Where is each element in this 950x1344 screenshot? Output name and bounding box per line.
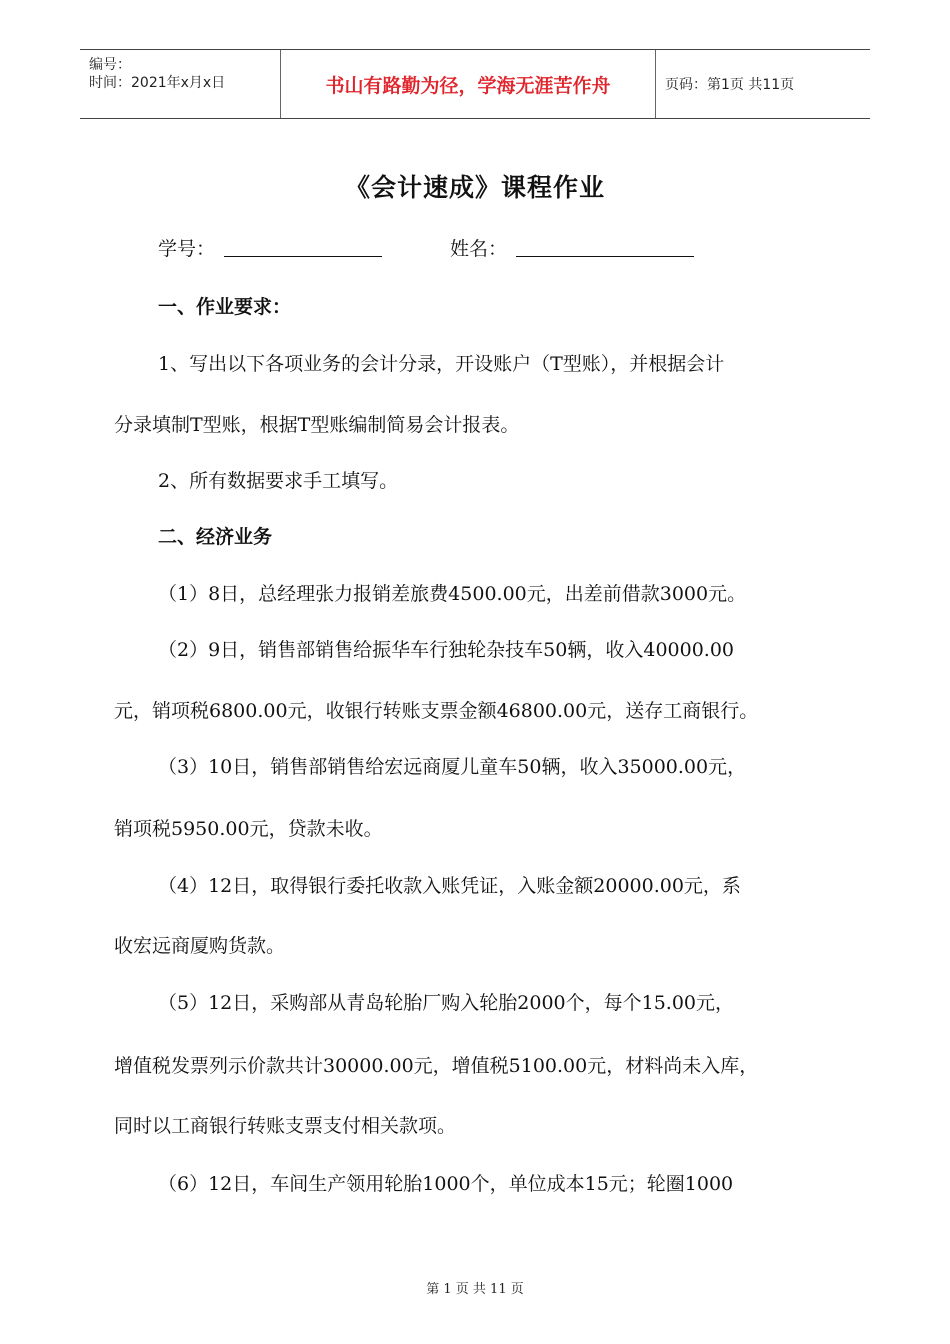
item-4-line-2: 收宏远商厦购货款。 [114,935,286,957]
page-footer: 第 1 页 共 11 页 [426,1282,524,1297]
requirement-1-line-2: 分录填制T型账，根据T型账编制简易会计报表。 [114,414,520,436]
item-5-line-2: 增值税发票列示价款共计30000.00元，增值税5100.00元，材料尚未入库， [114,1055,759,1077]
student-id-label: 学号： [158,238,216,260]
page-info: 页码：第1页 共11页 [665,77,795,93]
requirement-2: 2、所有数据要求手工填写。 [158,470,399,492]
item-5-line-3: 同时以工商银行转账支票支付相关款项。 [114,1115,457,1137]
header-table [80,49,870,119]
item-2-line-2: 元，销项税6800.00元，收银行转账支票金额46800.00元，送存工商银行。 [114,700,759,722]
header-motto-cell [280,50,656,118]
name-label: 姓名： [450,238,508,260]
item-1: （1）8日，总经理张力报销差旅费4500.00元，出差前借款3000元。 [158,583,747,605]
header-page-cell [655,50,870,118]
requirement-1-line-1: 1、写出以下各项业务的会计分录，开设账户（T型账），并根据会计 [158,353,725,375]
serial-label: 编号： [89,57,131,73]
item-2-line-1: （2）9日，销售部销售给振华车行独轮杂技车50辆，收入40000.00 [158,639,735,661]
item-3-line-2: 销项税5950.00元，贷款未收。 [114,818,383,840]
header-left-cell [80,50,280,118]
item-4-line-1: （4）12日，取得银行委托收款入账凭证，入账金额20000.00元，系 [158,875,741,897]
section2-heading: 二、经济业务 [158,526,273,548]
document-title: 《会计速成》课程作业 [344,173,605,202]
motto: 书山有路勤为径，学海无涯苦作舟 [325,74,611,97]
item-3-line-1: （3）10日，销售部销售给宏远商厦儿童车50辆，收入35000.00元， [158,756,747,778]
student-id-blank[interactable] [224,256,382,257]
name-blank[interactable] [516,256,694,257]
time-label: 时间：2021年x月x日 [89,75,226,91]
section1-heading: 一、作业要求： [158,296,292,318]
item-6-line-1: （6）12日，车间生产领用轮胎1000个，单位成本15元；轮圈1000 [158,1173,734,1195]
item-5-line-1: （5）12日，采购部从青岛轮胎厂购入轮胎2000个，每个15.00元， [158,992,735,1014]
